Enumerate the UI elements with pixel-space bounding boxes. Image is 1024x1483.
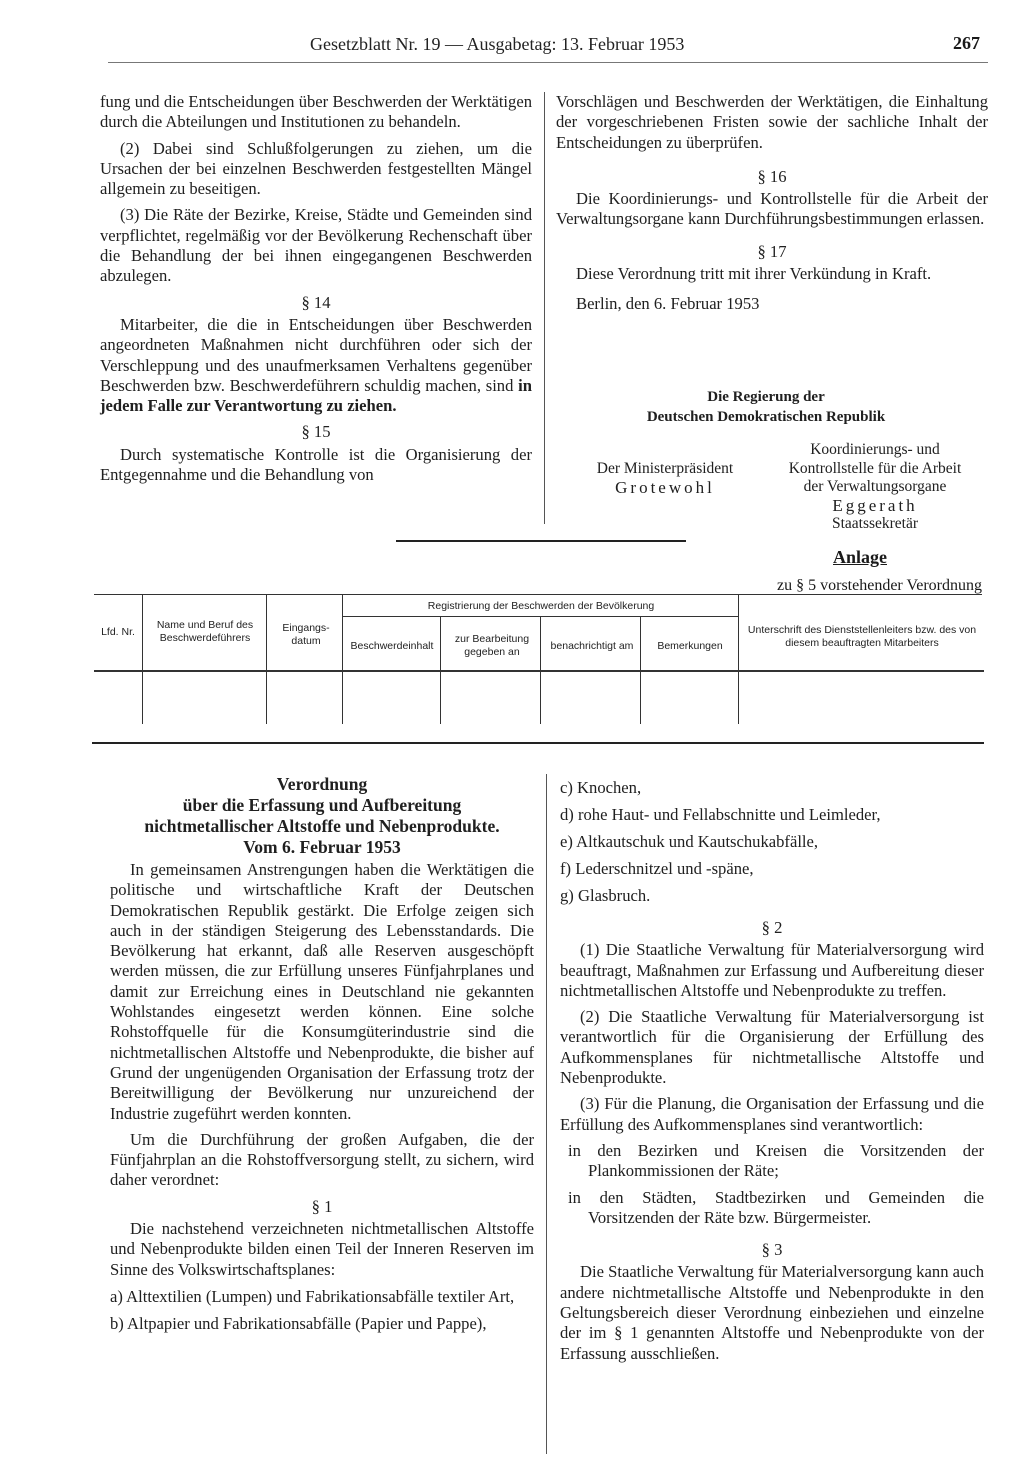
list-item: c) Knochen, (560, 778, 642, 797)
paragraph: Die Staatliche Verwaltung für Materialversorgung kann auch andere nichtmetallische Altstoffe und Nebenprodukte in den Geltungsbereich dieser Verordnung einbeziehen und einzelne der im § 1 genannten Altstoffe und Nebenprodukte von der Erfassung ausschließen. (560, 1262, 984, 1363)
paragraph: In gemeinsamen Anstrengungen haben die Werktätigen die politische und wirtschaftliche Kraft der Deutschen Demokratischen Republik gestärkt. Die Erfolge zeigen sich auch in der ständigen Steigerung des Lebensstandards. Die Bevölkerung hat erkannt, daß alle Reserven ausgeschöpft werden müssen, die zur Erfüllung unseres Fünfjahrplanes und damit zur Erreichung eines in Deutschland nie gekannten Wohlstandes eingesetzt werden können. Eine solche Rohstoffquelle für die Konsumgüterindustrie sind die nichtmetallischen Altstoffe und Nebenprodukte, die bisher auf Grund der ungenügenden Organisation der Erfassung trotz der Bereitwilligung der Bevölkerung nur unzureichend der Industrie zugeführt werden konnten. (110, 860, 534, 1123)
decree-title-line: über die Erfassung und Aufbereitung (182, 795, 462, 815)
minister-signature (570, 459, 760, 497)
top-right-column (556, 92, 988, 321)
paragraph-text: Mitarbeiter, die die in Entscheidungen über Beschwerden angeordneten Maßnahmen nicht durchführen oder sich der Verschleppung und des unaufmerksamen Verhaltens gegenüber Beschwerden bzw. Beschwerdeführern schuldig machen, sind (100, 314, 532, 395)
decree-title-line: nichtmetallischer Altstoffe und Nebenprodukte. (144, 816, 500, 836)
paragraph: (2) Die Staatliche Verwaltung für Materialversorgung ist verantwortlich für die Organisierung der Erfüllung des Aufkommensplanes für nichtmetallische Altstoffe und Nebenprodukte. (560, 1007, 984, 1088)
table-divider (640, 616, 641, 724)
paragraph: in den Städten, Stadtbezirken und Gemeinden die Vorsitzenden der Räte bzw. Bürgermeister. (568, 1187, 984, 1227)
section-heading: § 16 (757, 166, 787, 186)
column-divider (546, 774, 547, 1454)
section-heading: § 17 (757, 241, 787, 261)
anlage-subtitle: zu § 5 vorstehender Verordnung (777, 577, 982, 594)
section-heading: § 2 (761, 918, 783, 937)
koord-line: der Verwaltungsorgane (803, 478, 947, 495)
table-divider (440, 616, 441, 724)
list-item: a) Alttextilien (Lumpen) und Fabrikationsabfälle textiler Art, (110, 1286, 515, 1306)
material-list (560, 777, 984, 906)
column-header-bemerkungen: Bemerkungen (657, 639, 723, 652)
paragraph: in den Bezirken und Kreisen die Vorsitzenden der Plankommissionen der Räte; (568, 1140, 984, 1181)
list-item: b) Altpapier und Fabrikationsabfälle (Papier und Pappe), (110, 1313, 487, 1333)
separator-rule (92, 742, 984, 744)
paragraph-emphasis: in jedem Falle zur Verantwortung zu ziehen. (100, 375, 532, 416)
table-rule (94, 670, 984, 672)
separator-rule (396, 540, 686, 542)
paragraph: Durch systematische Kontrolle ist die Organisierung der Entgegennahme und die Behandlung von (100, 444, 532, 485)
paragraph: (2) Dabei sind Schlußfolgerungen zu ziehen, um die Ursachen der bei einzelnen Beschwerden festgestellten Mängel allgemein zu beseitigen. (100, 138, 532, 199)
column-header-lfd: Lfd. Nr. (101, 625, 135, 638)
koord-name: Eggerath (832, 495, 918, 515)
table-divider (738, 594, 739, 724)
decree-title (110, 774, 534, 858)
koord-role: Staatssekretär (831, 515, 919, 532)
koord-line: Koordinierungs- und (810, 441, 940, 458)
table-divider (142, 594, 143, 724)
column-header-inhalt: Beschwerdeinhalt (350, 639, 434, 652)
government-signature (556, 387, 976, 427)
paragraph: (3) Die Räte der Bezirke, Kreise, Städte und Gemeinden sind verpflichtet, regelmäßig vor der Bevölkerung Rechenschaft über die Behandlung der bei ihnen eingegangenen Beschwerden abzulegen. (100, 205, 532, 286)
minister-name: Grotewohl (615, 478, 715, 497)
column-header-name: Name und Beruf des Beschwerdeführers (156, 619, 254, 644)
table-divider (342, 594, 343, 724)
column-divider (544, 92, 545, 524)
paragraph (100, 315, 532, 416)
paragraph: Diese Verordnung tritt mit ihrer Verkündung in Kraft. (576, 264, 932, 284)
section-heading: § 14 (301, 292, 331, 312)
table-rule (94, 594, 982, 595)
section-heading: § 1 (311, 1196, 333, 1216)
list-item: g) Glasbruch. (560, 886, 651, 905)
koordination-signature (762, 441, 988, 534)
paragraph: fung und die Entscheidungen über Beschwerden der Werktätigen durch die Abteilungen und Institutionen zu behandeln. (100, 92, 532, 132)
column-header-bearbeitung: zur Bearbeitung gegeben an (454, 633, 530, 658)
table-divider (540, 616, 541, 724)
column-group-header: Registrierung der Beschwerden der Bevölkerung (427, 599, 655, 612)
section-heading: § 3 (761, 1240, 783, 1260)
decree-title-line: Verordnung (276, 774, 368, 794)
column-header-benachrichtigt: benachrichtigt am (550, 639, 634, 652)
section-heading: § 15 (301, 422, 331, 442)
list-item: d) rohe Haut- und Fellabschnitte und Leimleder, (560, 805, 881, 824)
paragraph: (1) Die Staatliche Verwaltung für Materialversorgung wird beauftragt, Maßnahmen zur Erfassung und Aufbereitung dieser nichtmetallischen Altstoffe und Nebenprodukte zu treffen. (560, 940, 984, 1000)
running-title: Gesetzblatt Nr. 19 — Ausgabetag: 13. Februar 1953 (310, 34, 685, 54)
minister-title: Der Ministerpräsident (596, 460, 734, 477)
header-rule (108, 62, 988, 63)
bottom-right-column (560, 777, 984, 1370)
paragraph: Die nachstehend verzeichneten nichtmetallischen Altstoffe und Nebenprodukte bilden einen Teil der Inneren Reserven im Sinne des Volkswirtschaftsplanes: (110, 1219, 534, 1279)
column-header-unterschrift: Unterschrift des Dienststellenleiters bzw. des von diesem beauftragten Mitarbeiters (747, 624, 977, 649)
government-line: Deutschen Demokratischen Republik (646, 409, 886, 425)
bottom-left-column (110, 774, 534, 1340)
registration-form-table (94, 594, 982, 734)
list-item: f) Lederschnitzel und -späne, (560, 859, 754, 878)
page-number: 267 (953, 33, 980, 53)
list-item: e) Altkautschuk und Kautschukabfälle, (560, 832, 819, 851)
decree-date: Vom 6. Februar 1953 (243, 837, 401, 857)
paragraph: Die Koordinierungs- und Kontrollstelle für die Arbeit der Verwaltungsorgane kann Durchführungsbestimmungen erlassen. (556, 189, 988, 229)
column-header-eingang: Eingangs- datum (282, 622, 330, 647)
government-line: Die Regierung der (707, 389, 825, 405)
koord-line: Kontrollstelle für die Arbeit (788, 459, 962, 477)
paragraph: Um die Durchführung der großen Aufgaben, die der Fünfjahrplan an die Rohstoffversorgung stellt, zu sichern, wird daher verordnet: (110, 1129, 534, 1190)
top-left-column (100, 92, 532, 491)
material-list (110, 1286, 534, 1334)
table-divider (266, 594, 267, 724)
anlage-title: Anlage (833, 547, 887, 567)
place-date: Berlin, den 6. Februar 1953 (576, 294, 760, 314)
paragraph: Vorschlägen und Beschwerden der Werktätigen, die Einhaltung der vorgeschriebenen Fristen sowie der sachliche Inhalt der Entscheidungen zu überprüfen. (556, 92, 988, 152)
paragraph: (3) Für die Planung, die Organisation der Erfassung und die Erfüllung des Aufkommensplanes sind verantwortlich: (560, 1094, 984, 1134)
